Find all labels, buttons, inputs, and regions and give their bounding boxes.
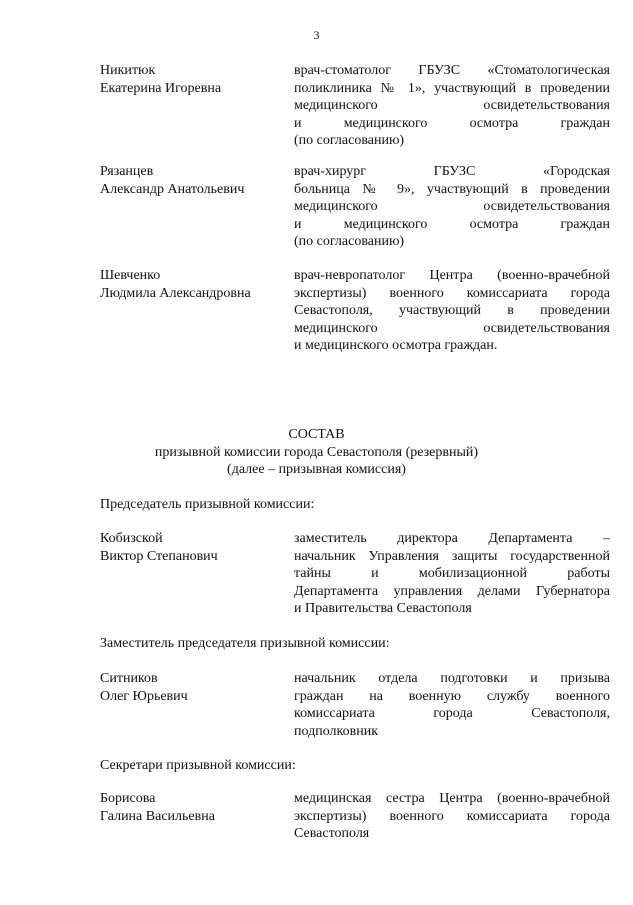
position-line: и Правительства Севастополя — [294, 601, 472, 616]
member-given-names: Людмила Александровна — [100, 285, 251, 301]
position-line: экспертизы) военного комиссариата города — [294, 285, 610, 301]
position-line: и медицинского осмотра граждан — [294, 115, 610, 131]
position-line: подполковник — [294, 723, 378, 739]
member-given-names: Александр Анатольевич — [100, 181, 245, 197]
secretary-role-heading: Секретари призывной комиссии: — [100, 758, 296, 773]
member-position — [294, 267, 610, 355]
position-line: и медицинского осмотра граждан. — [294, 338, 498, 353]
position-line: начальник Управления защиты государственной — [294, 548, 610, 564]
member-name — [100, 62, 285, 97]
composition-heading — [0, 426, 633, 479]
composition-title: СОСТАВ — [288, 427, 345, 442]
member-name — [100, 163, 285, 198]
deputy-role-heading: Заместитель председателя призывной комиссии: — [100, 636, 390, 651]
position-line: Севастополя — [294, 826, 370, 841]
position-line: граждан на военную службу военного — [294, 688, 610, 704]
member-name — [100, 267, 285, 302]
position-line: и медицинского осмотра граждан — [294, 216, 610, 232]
member-position — [294, 790, 610, 843]
position-line: Севастополя, участвующий в проведении — [294, 303, 610, 318]
position-line: медицинская сестра Центра (военно-врачебной — [294, 791, 610, 806]
position-line: медицинского освидетельствования — [294, 320, 610, 336]
position-line: больница № 9», участвующий в проведении — [294, 181, 610, 197]
position-line: экспертизы) военного комиссариата города — [294, 808, 610, 824]
position-line: медицинского освидетельствования — [294, 98, 610, 113]
member-surname: Рязанцев — [100, 164, 154, 179]
member-given-names: Олег Юрьевич — [100, 688, 188, 704]
chairman-role-heading: Председатель призывной комиссии: — [100, 497, 315, 512]
position-line: врач-невропатолог Центра (военно-врачебной — [294, 268, 610, 283]
member-name — [100, 530, 285, 565]
position-line: (по согласованию) — [294, 133, 405, 148]
position-line: медицинского освидетельствования — [294, 199, 610, 214]
position-line: врач-стоматолог ГБУЗС «Стоматологическая — [294, 63, 610, 78]
position-line: заместитель директора Департамента – — [294, 531, 610, 546]
member-name — [100, 670, 285, 705]
member-name — [100, 790, 285, 825]
member-given-names: Виктор Степанович — [100, 548, 218, 564]
member-surname: Никитюк — [100, 63, 156, 78]
member-position — [294, 62, 610, 150]
member-position — [294, 670, 610, 740]
member-position — [294, 163, 610, 251]
position-line: врач-хирург ГБУЗС «Городская — [294, 164, 610, 179]
position-line: Департамента управления делами Губернатора — [294, 583, 610, 599]
member-surname: Шевченко — [100, 268, 161, 283]
page-number: 3 — [313, 28, 320, 42]
position-line: тайны и мобилизационной работы — [294, 566, 610, 581]
position-line: комиссариата города Севастополя, — [294, 706, 610, 721]
composition-subtitle: призывной комиссии города Севастополя (резервный) — [154, 444, 479, 460]
member-given-names: Галина Васильевна — [100, 808, 215, 824]
composition-note: (далее – призывная комиссия) — [227, 462, 406, 477]
position-line: поликлиника № 1», участвующий в проведении — [294, 80, 610, 96]
member-surname: Борисова — [100, 791, 156, 806]
member-surname: Кобизской — [100, 531, 163, 546]
position-line: (по согласованию) — [294, 234, 405, 249]
member-given-names: Екатерина Игоревна — [100, 80, 222, 96]
position-line: начальник отдела подготовки и призыва — [294, 671, 610, 686]
member-surname: Ситников — [100, 671, 158, 686]
member-position — [294, 530, 610, 618]
